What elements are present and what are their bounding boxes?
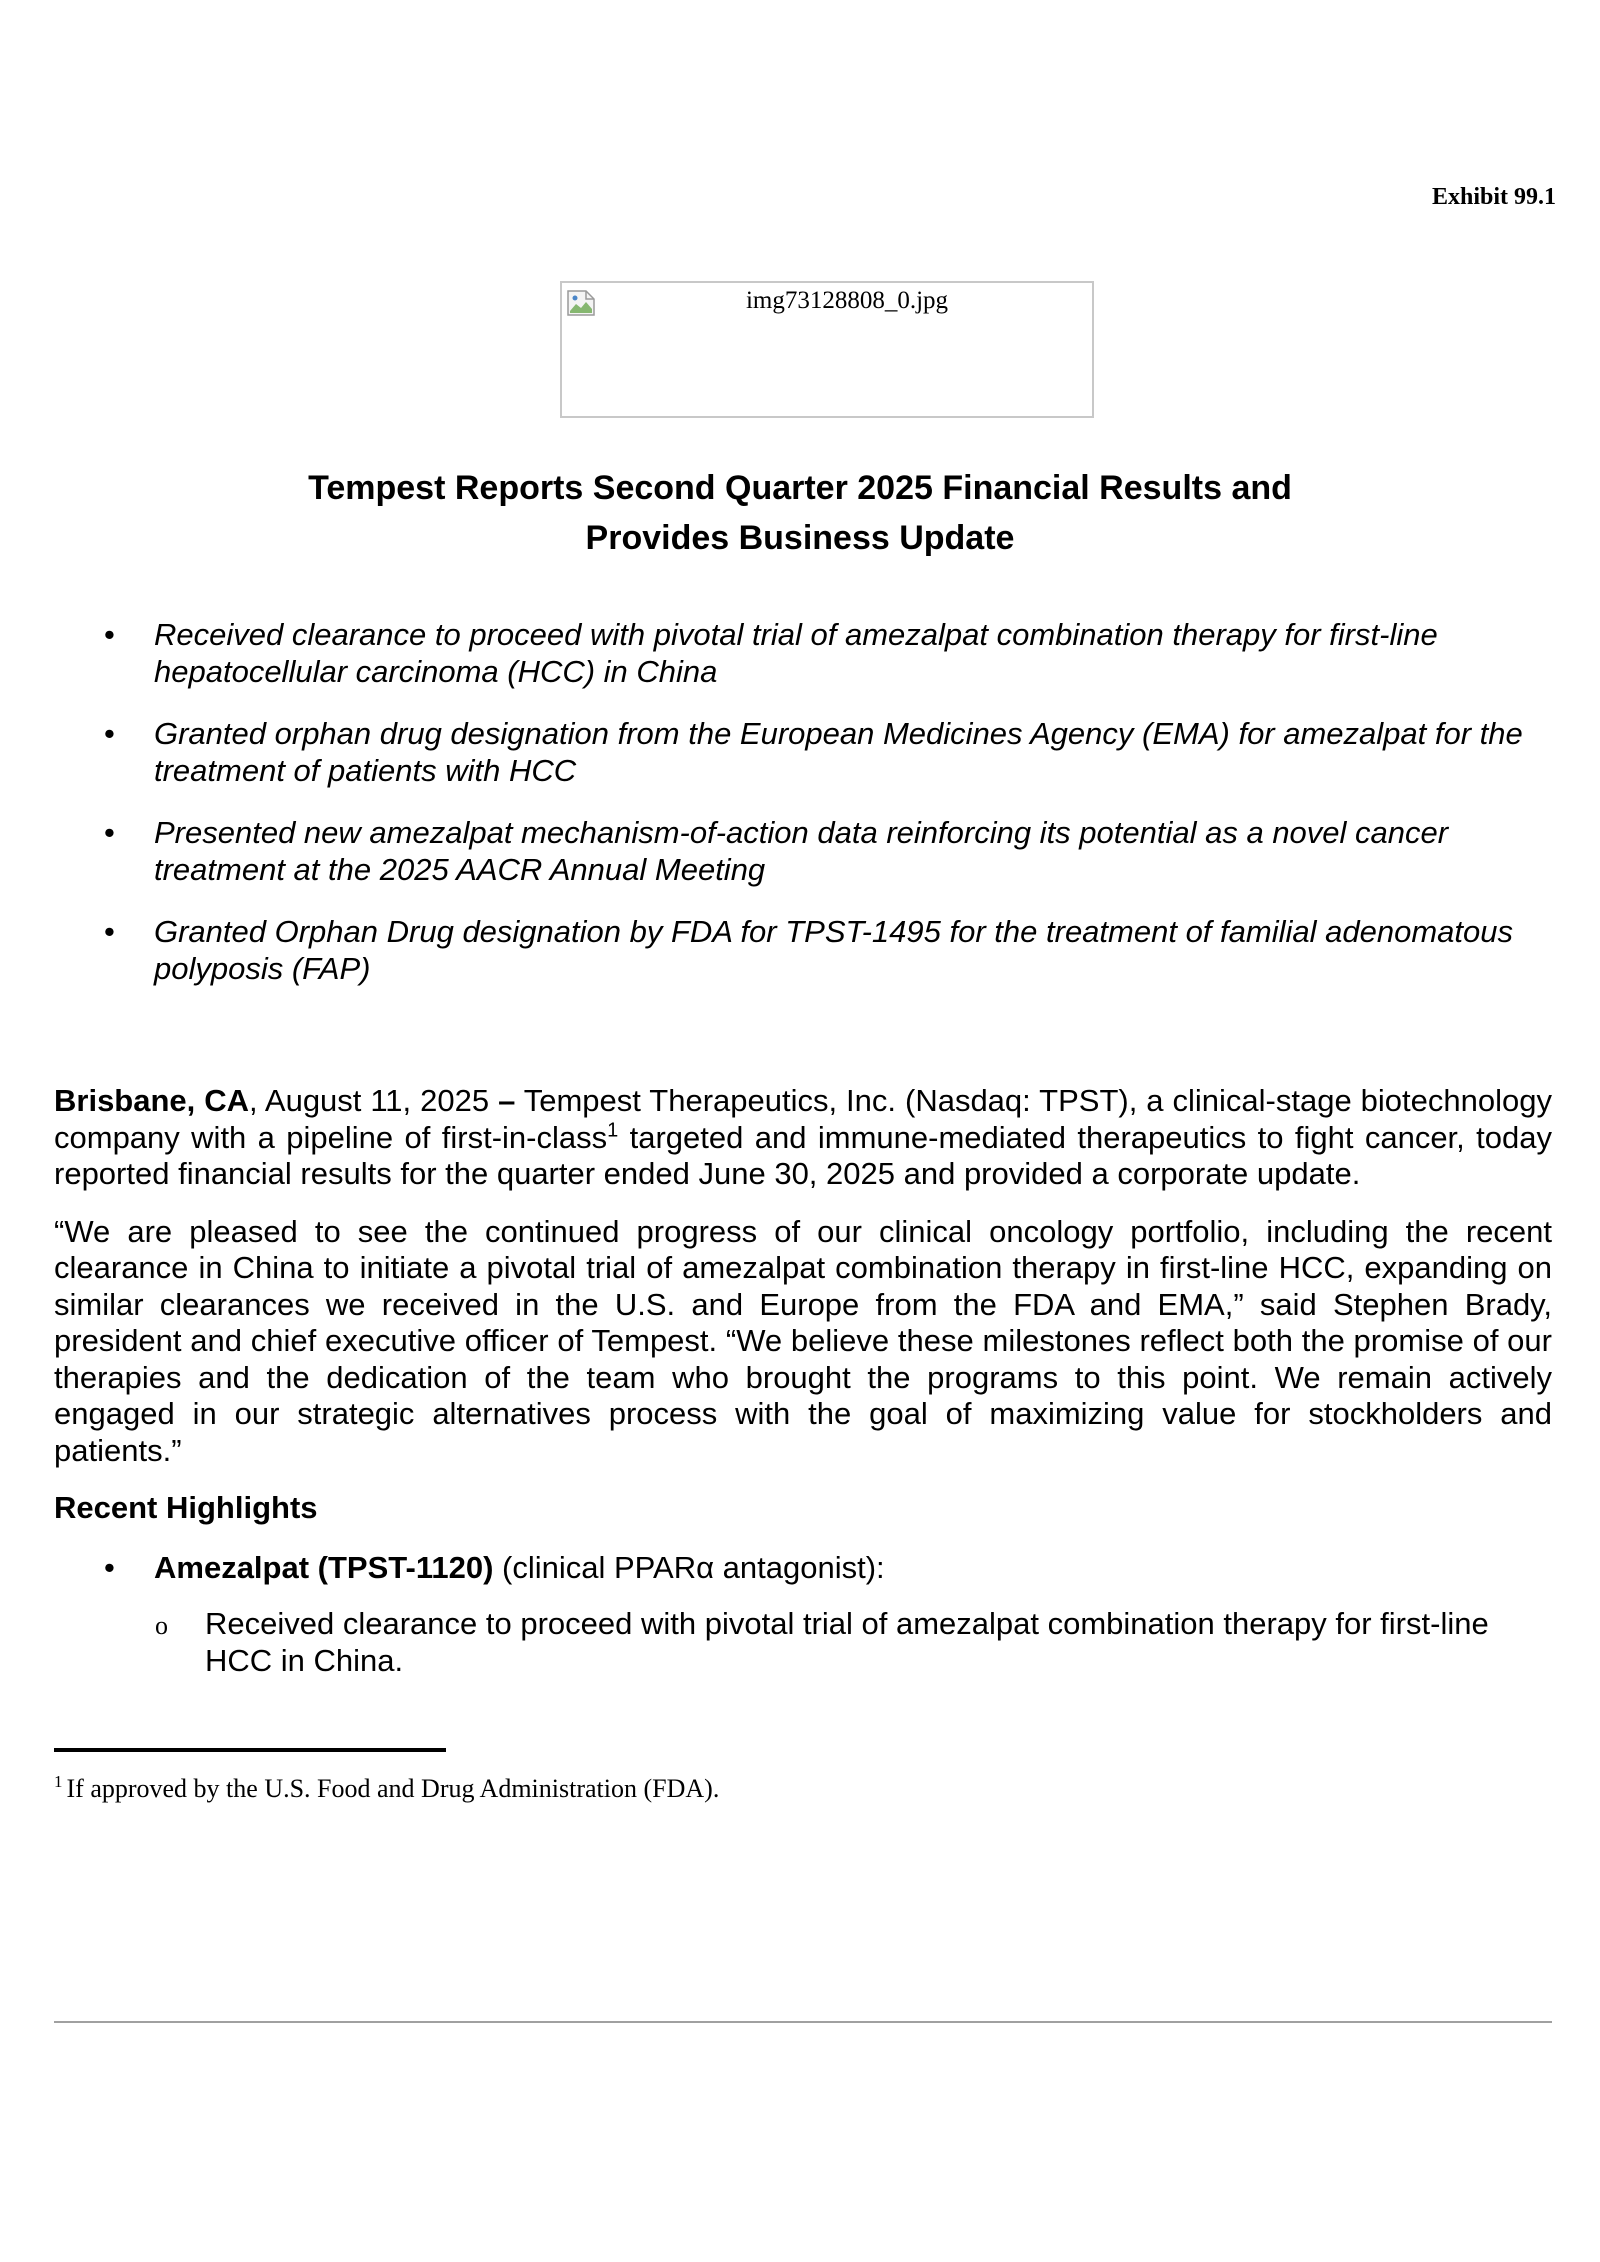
recent-highlights-heading: Recent Highlights <box>54 1490 318 1525</box>
em-dash: – <box>498 1083 516 1118</box>
bullet-text: Received clearance to proceed with pivotal trial of amezalpat combination therapy for first-line hepatocellular carcinoma (HCC) in China <box>154 617 1438 689</box>
sub-item-text: Received clearance to proceed with pivotal trial of amezalpat combination therapy for first-line HCC in China. <box>205 1606 1489 1678</box>
footnote-divider <box>54 1748 446 1752</box>
footnote <box>54 1774 719 1804</box>
highlight-sub-item <box>54 1606 1552 1679</box>
summary-bullet-item <box>54 914 1552 987</box>
footnote-text: If approved by the U.S. Food and Drug Administration (FDA). <box>66 1774 720 1803</box>
exhibit-label: Exhibit 99.1 <box>1431 184 1556 210</box>
release-date: August 11, 2025 <box>257 1083 499 1118</box>
highlight-drug-description: (clinical PPARα antagonist): <box>493 1549 885 1585</box>
highlight-drug-name: Amezalpat (TPST-1120) <box>154 1549 494 1585</box>
sub-bullet-icon: o <box>155 1611 168 1640</box>
bullet-icon: • <box>104 914 115 949</box>
summary-bullet-item <box>54 617 1552 690</box>
bullet-text: Granted orphan drug designation from the European Medicines Agency (EMA) for amezalpat for the treatment of patients with HCC <box>154 716 1523 788</box>
press-release-body <box>54 1083 1552 1679</box>
dateline-comma: , <box>249 1083 258 1118</box>
image-alt-text: img73128808_0.jpg <box>745 287 949 314</box>
footnote-marker: 1 <box>54 1772 63 1792</box>
bullet-text: Granted Orphan Drug designation by FDA for TPST-1495 for the treatment of familial adenomatous polyposis (FAP) <box>154 914 1513 986</box>
footnote-reference: 1 <box>607 1119 619 1142</box>
highlight-item <box>54 1550 1552 1587</box>
press-release-title <box>0 463 1600 563</box>
company-logo-image <box>560 281 1094 418</box>
ceo-quote-paragraph: “We are pleased to see the continued progress of our clinical oncology portfolio, including the recent clearance in China to initiate a pivotal trial of amezalpat combination therapy in first-line HCC, expanding on similar clearances we received in the U.S. and Europe from the FDA and EMA,” said Stephen Brady, president and chief executive officer of Tempest. “We believe these milestones reflect both the promise of our therapies and the dedication of the team who brought the programs to this point. We remain actively engaged in our strategic alternatives process with the goal of maximizing value for stockholders and patients.” <box>54 1213 1552 1468</box>
lead-text-part-1: Tempest Therapeutics, Inc. (Nasdaq: TPST), a clinical-stage biotechnology company with a pipeline of first-in-class <box>54 1083 1552 1155</box>
lead-paragraph <box>54 1083 1552 1193</box>
summary-bullet-item <box>54 716 1552 789</box>
bullet-icon: • <box>104 1549 115 1585</box>
bullet-icon: • <box>104 617 115 652</box>
lead-text-part-2: targeted and immune-mediated therapeutics to fight cancer, today reported financial results for the quarter ended June 30, 2025 and provided a corporate update. <box>54 1119 1552 1191</box>
summary-bullet-list <box>54 617 1552 1013</box>
bullet-icon: • <box>104 815 115 850</box>
title-line-1: Tempest Reports Second Quarter 2025 Financial Results and <box>308 469 1292 507</box>
dateline: Brisbane, CA <box>54 1083 250 1118</box>
title-line-2: Provides Business Update <box>585 519 1015 557</box>
bullet-icon: • <box>104 716 115 751</box>
summary-bullet-item <box>54 815 1552 888</box>
page-break-rule <box>54 2021 1552 2023</box>
bullet-text: Presented new amezalpat mechanism-of-action data reinforcing its potential as a novel cancer treatment at the 2025 AACR Annual Meeting <box>154 815 1449 887</box>
